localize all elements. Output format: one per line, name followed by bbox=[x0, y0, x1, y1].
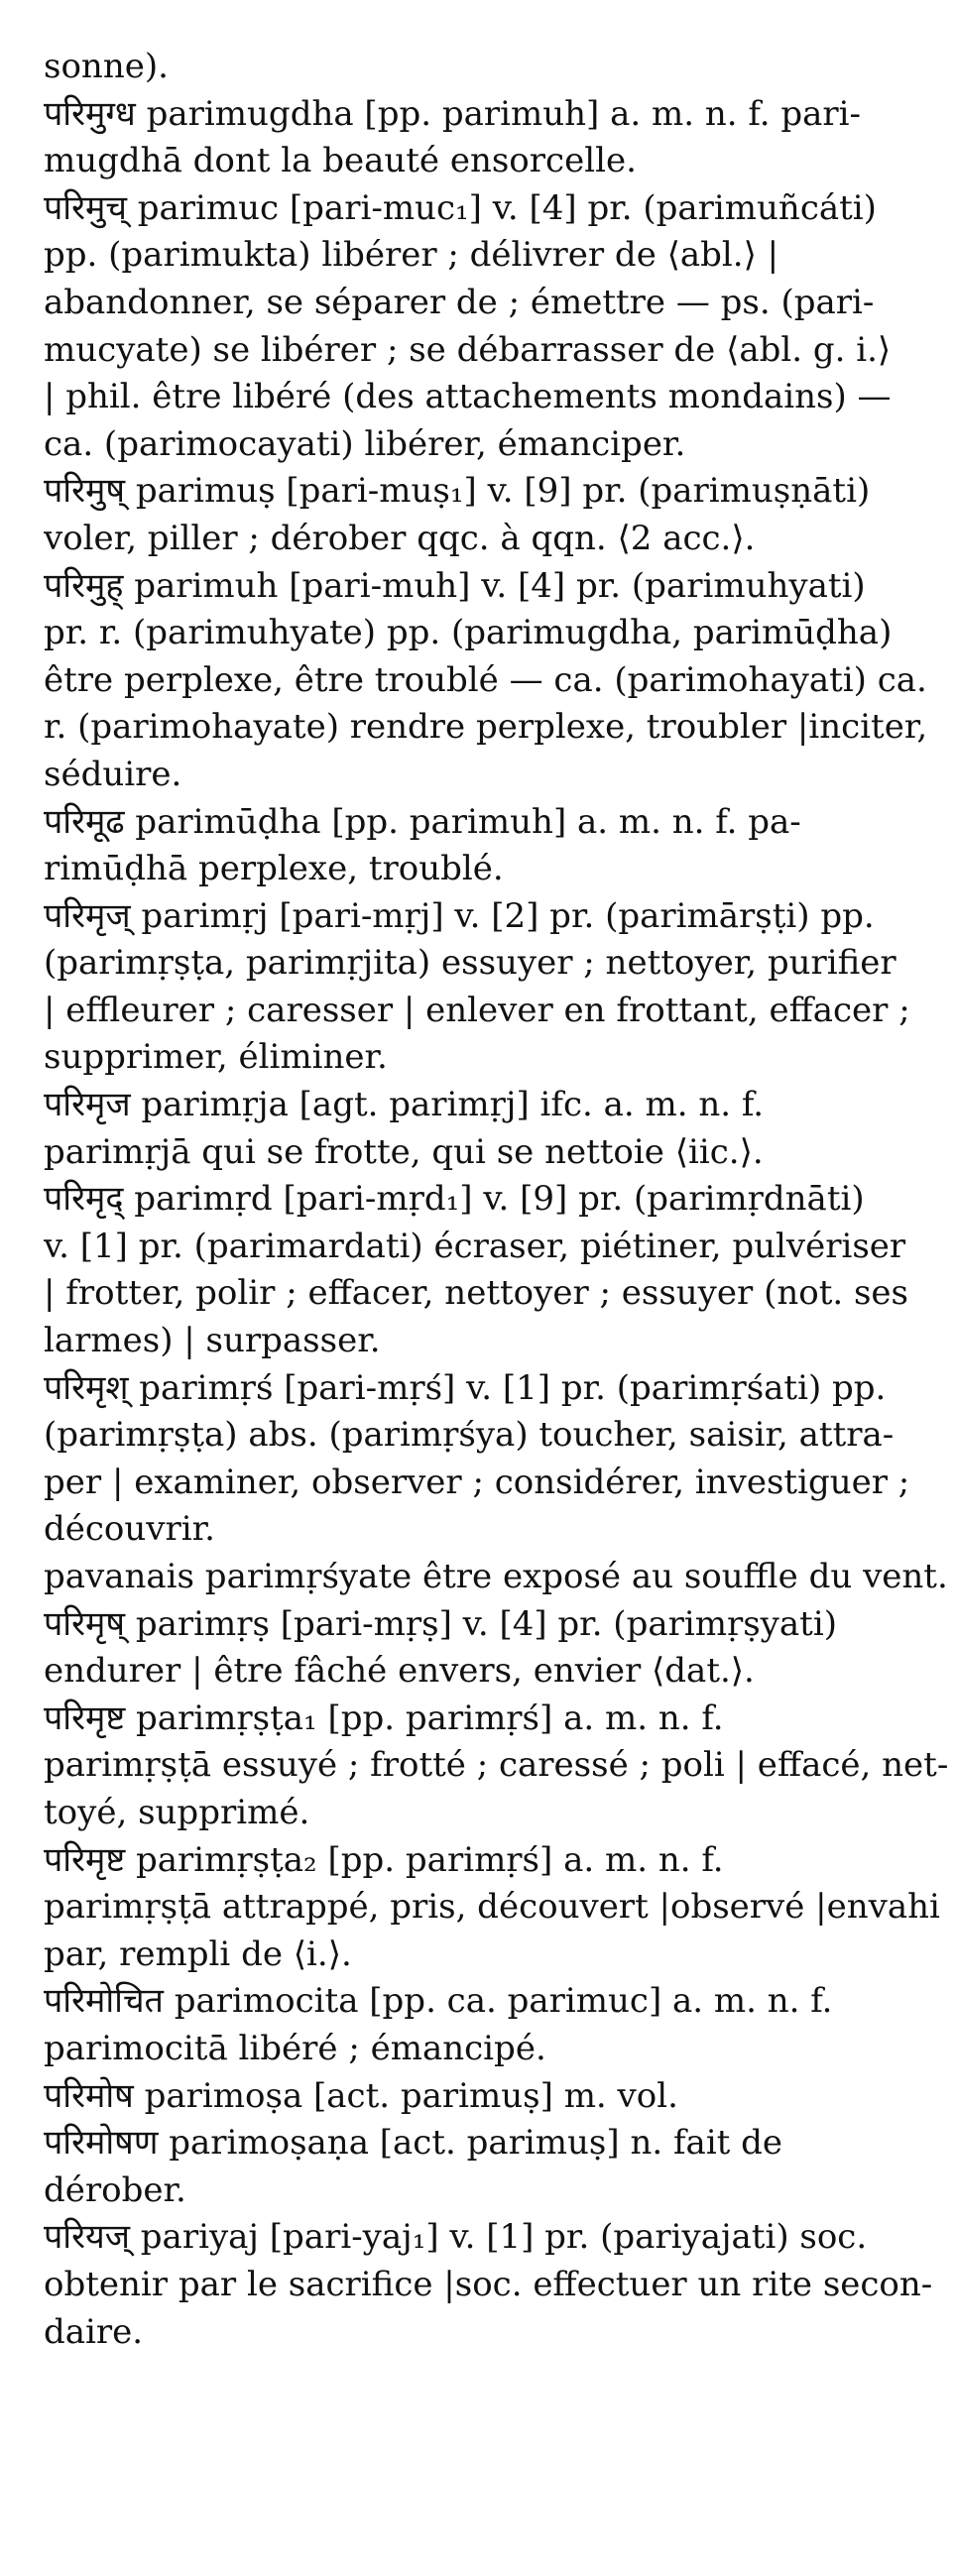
text-line: परिमृज् parimṛj [pari-mṛj] v. [2] pr. (parimārṣṭi) pp. bbox=[44, 895, 875, 936]
text-line: mugdhā dont la beauté ensorcelle. bbox=[44, 141, 637, 181]
text-line: परिमोष parimoṣa [act. parimuṣ] m. vol. bbox=[44, 2075, 678, 2116]
dictionary-page bbox=[44, 44, 956, 2562]
text-line: pp. (parimukta) libérer ; délivrer de ⟨abl.⟩ | bbox=[44, 235, 779, 276]
text-line: rimūḍhā perplexe, troublé. bbox=[44, 849, 504, 889]
text-line: séduire. bbox=[44, 754, 182, 794]
text-line: परिमुग्ध parimugdha [pp. parimuh] a. m. n. f. pari- bbox=[44, 93, 862, 134]
text-line: daire. bbox=[44, 2311, 144, 2352]
text-line: pr. r. (parimuhyate) pp. (parimugdha, parimūḍha) bbox=[44, 613, 893, 653]
text-line: supprimer, éliminer. bbox=[44, 1037, 388, 1078]
text-line: par, rempli de ⟨i.⟩. bbox=[44, 1933, 352, 1974]
text-line: sonne). bbox=[44, 47, 169, 86]
text-line: परिमूढ parimūḍha [pp. parimuh] a. m. n. f. pa- bbox=[44, 801, 801, 842]
text-line: परिमृष् parimṛṣ [pari-mṛṣ] v. [4] pr. (parimṛṣyati) bbox=[44, 1603, 837, 1644]
text-line: larmes) | surpasser. bbox=[44, 1321, 381, 1361]
text-line: | frotter, polir ; effacer, nettoyer ; essuyer (not. ses bbox=[44, 1273, 908, 1314]
dictionary-text bbox=[44, 44, 956, 2356]
text-line: abandonner, se séparer de ; émettre — ps. (pari- bbox=[44, 282, 875, 322]
text-line: parimocitā libéré ; émancipé. bbox=[44, 2028, 546, 2068]
text-line: परिमृश् parimṛś [pari-mṛś] v. [1] pr. (parimṛśati) pp. bbox=[44, 1367, 887, 1408]
text-line: obtenir par le sacrifice |soc. effectuer un rite secon- bbox=[44, 2264, 933, 2304]
text-line: parimṛṣṭā essuyé ; frotté ; caressé ; poli | effacé, net- bbox=[44, 1745, 949, 1786]
text-line: परिमृष्ट parimṛṣṭa₂ [pp. parimṛś] a. m. n. f. bbox=[44, 1839, 724, 1880]
text-line: परिमृज parimṛja [agt. parimṛj] ifc. a. m. n. f. bbox=[44, 1085, 765, 1125]
text-line: परियज् pariyaj [pari-yaj₁] v. [1] pr. (pariyajati) soc. bbox=[44, 2217, 868, 2258]
text-line: pavanais parimṛśyate être exposé au souffle du vent. bbox=[44, 1557, 948, 1596]
text-line: v. [1] pr. (parimardati) écraser, piétiner, pulvériser bbox=[44, 1226, 906, 1266]
text-line: परिमोचित parimocita [pp. ca. parimuc] a. m. n. f. bbox=[44, 1981, 833, 2022]
text-line: परिमुष् parimuṣ [pari-muṣ₁] v. [9] pr. (parimuṣṇāti) bbox=[44, 471, 871, 512]
text-line: dérober. bbox=[44, 2169, 186, 2210]
text-line: | phil. être libéré (des attachements mondains) — bbox=[44, 377, 892, 417]
text-line: परिमुह् parimuh [pari-muh] v. [4] pr. (parimuhyati) bbox=[44, 565, 866, 606]
text-line: mucyate) se libérer ; se débarrasser de ⟨abl. g. i.⟩ bbox=[44, 329, 892, 370]
text-line: être perplexe, être troublé — ca. (parimohayati) ca. bbox=[44, 659, 927, 700]
text-line: परिमोषण parimoṣaṇa [act. parimuṣ] n. fait de bbox=[44, 2123, 783, 2164]
text-line: découvrir. bbox=[44, 1509, 215, 1550]
text-line: | effleurer ; caresser | enlever en frottant, effacer ; bbox=[44, 990, 910, 1030]
text-line: voler, piller ; dérober qqc. à qqn. ⟨2 acc.⟩. bbox=[44, 518, 756, 558]
text-line: (parimṛṣṭa, parimṛjita) essuyer ; nettoyer, purifier bbox=[44, 943, 896, 984]
text-line: परिमृष्ट parimṛṣṭa₁ [pp. parimṛś] a. m. n. f. bbox=[44, 1698, 724, 1738]
text-line: toyé, supprimé. bbox=[44, 1792, 310, 1832]
text-line: parimṛjā qui se frotte, qui se nettoie ⟨iic.⟩. bbox=[44, 1131, 764, 1172]
text-line: parimṛṣṭā attrappé, pris, découvert |observé |envahi bbox=[44, 1887, 940, 1928]
text-line: endurer | être fâché envers, envier ⟨dat.⟩. bbox=[44, 1651, 755, 1692]
text-line: परिमुच् parimuc [pari-muc₁] v. [4] pr. (parimuñcáti) bbox=[44, 187, 877, 228]
text-line: परिमृद् parimṛd [pari-mṛd₁] v. [9] pr. (parimṛdnāti) bbox=[44, 1179, 865, 1220]
text-line: r. (parimohayate) rendre perplexe, troubler |inciter, bbox=[44, 707, 928, 748]
text-line: ca. (parimocayati) libérer, émanciper. bbox=[44, 423, 686, 464]
text-line: per | examiner, observer ; considérer, investiguer ; bbox=[44, 1462, 910, 1502]
text-line: (parimṛṣṭa) abs. (parimṛśya) toucher, saisir, attra- bbox=[44, 1415, 895, 1456]
